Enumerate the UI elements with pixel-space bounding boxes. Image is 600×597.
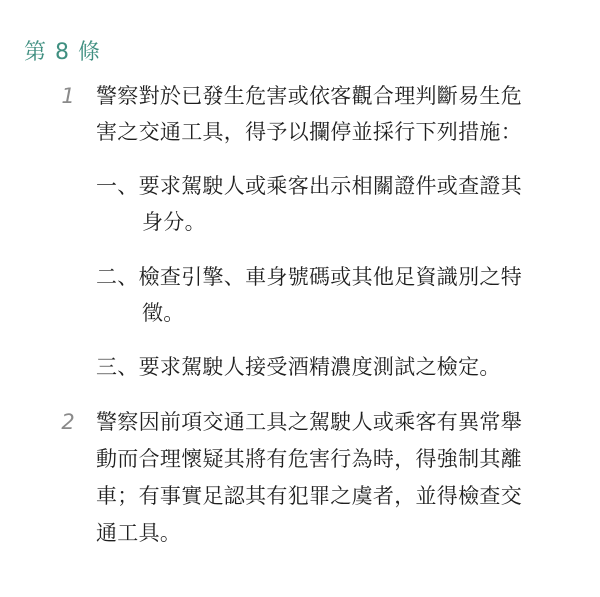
paragraph-line: 害之交通工具，得予以攔停並採行下列措施：: [96, 120, 522, 144]
list-item-line: 三、要求駕駛人接受酒精濃度測試之檢定。: [96, 355, 501, 379]
paragraph-line: 動而合理懷疑其將有危害行為時，得強制其離: [96, 447, 522, 471]
paragraph-number: 1: [61, 84, 75, 108]
paragraph-line: 警察因前項交通工具之駕駛人或乘客有異常舉: [96, 410, 522, 434]
article-title: 第 8 條: [24, 40, 101, 65]
list-item-line: 一、要求駕駛人或乘客出示相關證件或查證其: [96, 174, 522, 198]
paragraph-line: 通工具。: [96, 521, 182, 545]
list-item-line: 身分。: [142, 210, 206, 234]
paragraph-number: 2: [61, 410, 75, 434]
list-item-line: 徵。: [142, 301, 185, 325]
paragraph-line: 警察對於已發生危害或依客觀合理判斷易生危: [96, 84, 522, 108]
list-item-line: 二、檢查引擎、車身號碼或其他足資識別之特: [96, 265, 522, 289]
paragraph-line: 車；有事實足認其有犯罪之虞者，並得檢查交: [96, 484, 522, 508]
